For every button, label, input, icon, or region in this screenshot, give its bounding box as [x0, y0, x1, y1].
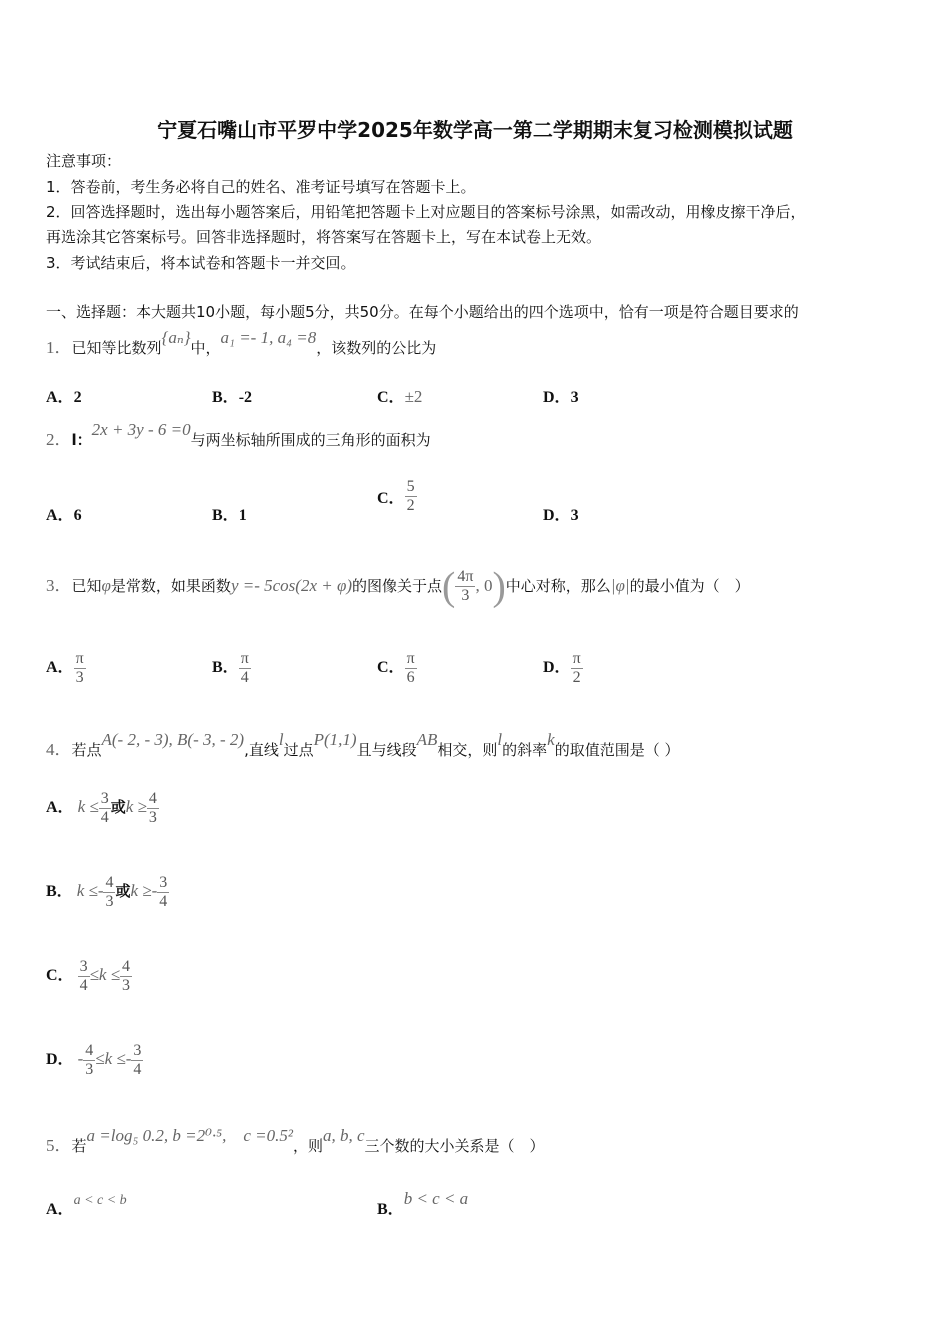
note-item: 再选涂其它答案标号。回答非选择题时，将答案写在答题卡上，写在本试卷上无效。: [46, 228, 602, 246]
text: 若: [71, 1137, 87, 1155]
fraction-denominator: 3: [461, 587, 470, 604]
formula: k: [547, 730, 555, 749]
formula: a, b, c: [322, 1126, 365, 1145]
text: 是常数，如果函数: [110, 577, 231, 595]
text: 已知: [71, 577, 102, 595]
question-5: [46, 1126, 545, 1156]
formula: {aₙ}: [161, 328, 191, 347]
option-a[interactable]: A．6: [46, 507, 82, 524]
option-a[interactable]: A． k ≤ $\frac{3}{4}$ 或k ≥ $\frac{4}{3}$: [46, 790, 157, 826]
option-b[interactable]: B． k ≤- $\frac{4}{3}$ 或k ≥- $\frac{3}{4}$: [46, 874, 168, 910]
question-number: 1．: [46, 338, 72, 357]
fraction-numerator: 4π: [457, 568, 474, 585]
formula: AB: [416, 730, 438, 749]
formula: φ: [101, 576, 111, 595]
text: 的斜率: [502, 741, 548, 759]
text: ，该数列的公比为: [316, 339, 437, 357]
option-d[interactable]: D．3: [543, 389, 579, 406]
text: 的最小值为（ ）: [629, 577, 750, 595]
formula: , 0: [475, 576, 493, 595]
text: ,直线: [244, 741, 279, 759]
option-c[interactable]: C．±2: [377, 387, 423, 406]
note-item: 2．回答选择题时，选出每小题答案后，用铅笔把答题卡上对应题目的答案标号涂黑，如需改动，用橡皮擦干净后，: [46, 203, 806, 221]
formula: l: [278, 730, 284, 749]
formula: P(1,1): [313, 730, 357, 749]
option-d[interactable]: D． $\frac{\pi}{2}$: [543, 650, 581, 686]
option-b[interactable]: B．-2: [212, 389, 253, 406]
note-item: 3．考试结束后，将本试卷和答题卡一并交回。: [46, 254, 356, 272]
formula: |φ|: [610, 576, 630, 595]
formula: y =- 5cos(2x + φ): [230, 576, 353, 595]
question-1: [46, 328, 437, 358]
formula: a₁ =- 1, a₄ =8: [220, 328, 317, 347]
text: 中心对称，那么: [505, 577, 611, 595]
formula: A(- 2, - 3), B(- 3, - 2): [101, 730, 245, 749]
option-c[interactable]: C． $\frac{3}{4}$ ≤k ≤ $\frac{4}{3}$: [46, 958, 131, 994]
question-number: 5．: [46, 1136, 72, 1155]
section-heading: 一、选择题：本大题共10小题，每小题5分，共50分。在每个小题给出的四个选项中，恰有一项是符合题目要求的: [46, 303, 799, 321]
option-c[interactable]: C． $\frac{\pi}{6}$: [377, 650, 415, 686]
question-2: [46, 420, 431, 450]
option-b[interactable]: B．1: [212, 507, 247, 524]
option-b[interactable]: B． $\frac{\pi}{4}$: [212, 650, 249, 686]
notes-heading: 注意事项：: [46, 152, 122, 170]
note-item: 1．答卷前，考生务必将自己的姓名、准考证号填写在答题卡上。: [46, 178, 476, 196]
option-d[interactable]: D． - $\frac{4}{3}$ ≤k ≤- $\frac{3}{4}$: [46, 1042, 142, 1078]
text: 相交，则: [437, 741, 498, 759]
option-a[interactable]: A． $\frac{\pi}{3}$: [46, 650, 84, 686]
question-number: 4．: [46, 740, 72, 759]
formula: 2x + 3y - 6 =0: [91, 420, 191, 439]
text: 若点: [71, 741, 102, 759]
text: l：: [71, 431, 92, 449]
text: 过点: [283, 741, 314, 759]
option-b[interactable]: B．b < c < a: [377, 1189, 469, 1218]
text: 三个数的大小关系是（ ）: [364, 1137, 545, 1155]
formula: a =log₅ 0.2, b =2⁰·⁵, c =0.5²: [86, 1126, 293, 1145]
question-4: [46, 730, 680, 760]
text: 且与线段: [356, 741, 417, 759]
text: 的取值范围是（ ）: [554, 741, 680, 759]
text: ，则: [292, 1137, 323, 1155]
question-number: 3．: [46, 576, 72, 595]
option-d[interactable]: D．3: [543, 507, 579, 524]
formula: l: [497, 730, 503, 749]
page-title: 宁夏石嘴山市平罗中学2025年数学高一第二学期期末复习检测模拟试题: [157, 118, 793, 142]
text: 与两坐标轴所围成的三角形的面积为: [190, 431, 431, 449]
option-a[interactable]: A．a < c < b: [46, 1193, 127, 1218]
text: 已知等比数列: [71, 339, 162, 357]
text: 的图像关于点: [352, 577, 443, 595]
question-3: 3．已知φ是常数，如果函数y =- 5cos(2x + φ)的图像关于点( $\frac{4\pi}{3}$ , 0)中心对称，那么|φ|的最小值为（ ）: [46, 563, 750, 609]
option-c[interactable]: C． $\frac{5}{2}$: [377, 478, 415, 514]
text: 中，: [190, 339, 221, 357]
question-number: 2．: [46, 430, 72, 449]
option-a[interactable]: A．2: [46, 389, 82, 406]
